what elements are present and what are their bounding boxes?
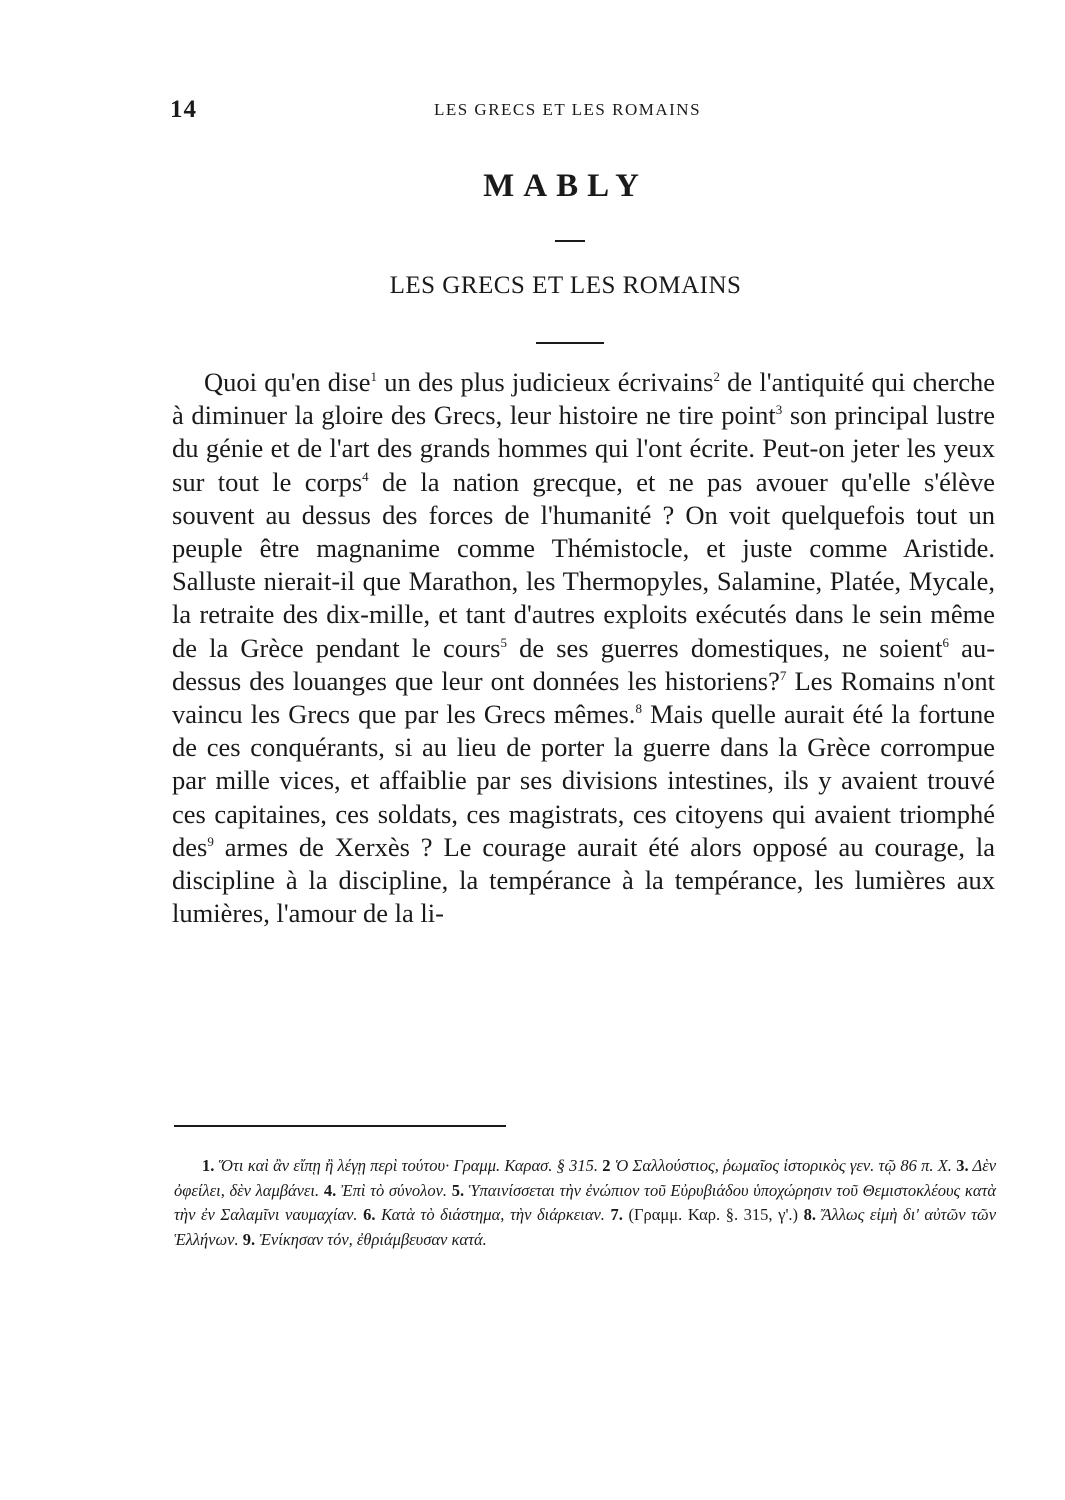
footnote-marker: 5 [500, 634, 507, 650]
footnote-marker: 1 [370, 369, 377, 384]
footnote-number: 4. [323, 1180, 337, 1200]
footnote-text: Κατὰ τὸ διάστημα, τὴν διάρκειαν. [381, 1205, 605, 1224]
footnote-text: (Γραμμ. Καρ. §. 315, γ'.) [628, 1205, 799, 1224]
footnote-number: 7. [610, 1205, 623, 1224]
footnote-number: 1. [202, 1156, 215, 1175]
footnote-marker: 6 [942, 634, 950, 650]
footnote-number: 3. [956, 1156, 969, 1175]
footnote-text: Ἐνίκησαν τόν, ἐθριάμβευσαν κατά. [259, 1229, 487, 1249]
text-run: de la nation grecque, et ne pas avouer qu'elle s'élève souvent au dessus des forces de l'humanité ? On voit quelquefois tout un peuple être magnanime comme Thémistocle, et juste comme Aristide. Salluste nierait-il que Marathon, les Thermopyles, Salamine, Platée, Mycale, la retraite des dix-mille, et tant d'autres exploits exécutés dans le sein même de la Grèce pendant le cours [172, 466, 996, 663]
footnote-rule [174, 1125, 506, 1127]
page-number: 14 [170, 96, 197, 123]
footnote-text: Ὑπαινίσσεται τὴν ἐνώπιον τοῦ Εὐρυβιάδου ὑποχώρησιν τοῦ Θεμιστοκλέους κατὰ τὴν ἐν Σαλαμῖνι ναυμαχίαν. [174, 1180, 997, 1224]
footnote-number: 6. [363, 1205, 376, 1224]
text-run: de ses guerres domestiques, ne soient [506, 632, 943, 663]
author-separator [555, 240, 585, 242]
text-run: de l'antiquité qui cherche à diminuer la gloire des Grecs, leur histoire ne tire point [172, 367, 996, 431]
footnotes [174, 1154, 996, 1252]
footnote-marker: 3 [775, 402, 783, 418]
text-run: un des plus judicieux écrivains [376, 367, 714, 397]
text-run: Quoi qu'en dise [204, 367, 371, 397]
subtitle-rule [536, 342, 604, 344]
footnote-marker: 4 [362, 468, 369, 484]
text-run: Mais quelle aurait été la fortune de ces conquérants, si au lieu de porter la guerre dans la Grèce corrompue par mille vices, et affaiblie par ses divisions intestines, ils y avaient trouvé ces capitaines, ces soldats, ces magistrats, ces citoyens qui avaient triomphé des [172, 699, 995, 862]
footnote-number: 8. [803, 1205, 817, 1224]
running-title: LES GRECS ET LES ROMAINS [433, 100, 702, 119]
footnote-marker: 8 [635, 701, 642, 717]
footnote-number: 9. [242, 1229, 256, 1249]
footnote-number: 2 [602, 1156, 611, 1175]
footnote-number: 5. [451, 1180, 465, 1200]
author-heading: MABLY [483, 168, 648, 204]
subtitle-heading: LES GRECS ET LES ROMAINS [389, 272, 742, 299]
body-paragraph [172, 366, 995, 930]
text-run: armes de Xerxès ? Le courage aurait été alors opposé au courage, la discipline à la discipline, la tempérance à la tempérance, les lumières aux lumières, l'amour de la li- [172, 831, 995, 929]
footnote-text: Ἄλλως εἰμὴ δι' αὐτῶν τῶν Ἑλλήνων. [174, 1205, 997, 1249]
footnote-marker: 2 [713, 369, 720, 384]
footnote-text: Ἐπὶ τὸ σύνολον. [340, 1180, 448, 1200]
footnote-marker: 7 [779, 667, 787, 683]
footnote-text: Ὁ Σαλλούστιος, ῥωμαῖος ἱστορικὸς γεν. τῷ 86 π. Χ. [614, 1156, 952, 1175]
footnote-text: Δὲν ὀφείλει, δὲν λαμβάνει. [174, 1156, 997, 1200]
footnote-marker: 9 [207, 833, 214, 849]
text-run: Les Romains n'ont vaincu les Grecs que par les Grecs mêmes. [172, 665, 996, 730]
text-run: au-dessus des louanges que leur ont données les historiens? [172, 632, 996, 696]
footnote-text: Ὅτι καὶ ἂν εἴπῃ ἢ λέγῃ περὶ τούτου· Γραμμ. Καρασ. § 315. [218, 1156, 599, 1175]
text-run: son principal lustre du génie et de l'art des grands hommes qui l'ont écrite. Peut-on jeter les yeux sur tout le corps [172, 400, 996, 497]
